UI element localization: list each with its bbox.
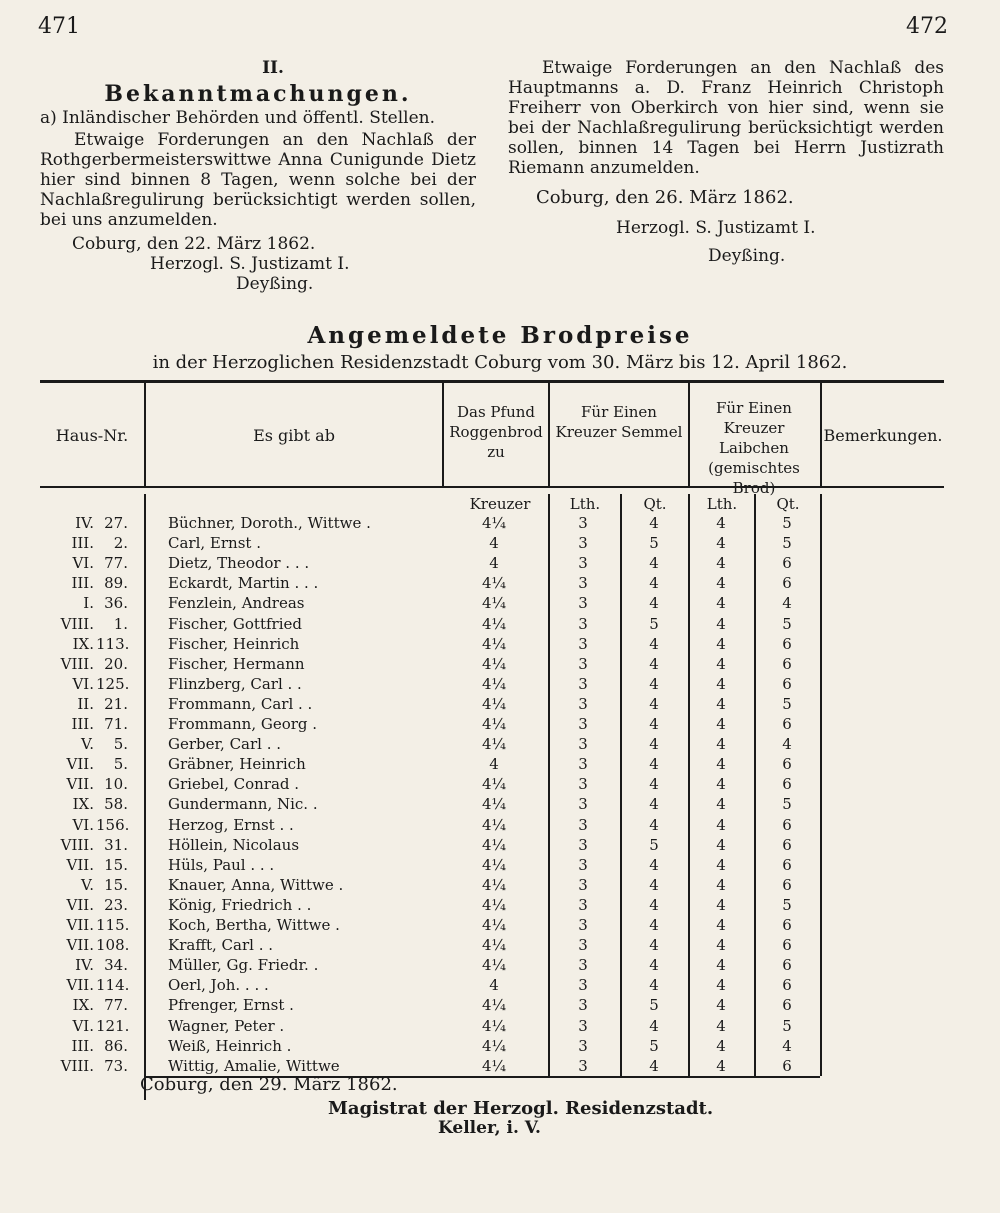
laibchen-quint: 4: [782, 735, 792, 754]
house-district: VI.: [72, 1016, 94, 1035]
laibchen-quint: 6: [782, 815, 792, 834]
laibchen-quint: 5: [782, 514, 792, 532]
house-number: 71.: [104, 715, 128, 733]
rye-price: 4¼: [481, 835, 507, 854]
seller-name: Flinzberg, Carl . .: [168, 674, 302, 693]
rye-price: 4¼: [481, 795, 507, 814]
house-number: 77.: [104, 996, 128, 1015]
laibchen-loth: 4: [716, 976, 726, 995]
table-row: [0, 996, 1000, 1018]
laibchen-loth: 4: [716, 574, 726, 593]
rye-price: 4: [489, 755, 499, 774]
seller-name: Fischer, Heinrich: [168, 634, 300, 653]
rye-price: 4¼: [481, 815, 507, 834]
semmel-quint: 4: [649, 1056, 659, 1075]
semmel-quint: 4: [649, 895, 659, 914]
rye-price: 4¼: [481, 1016, 507, 1035]
table-row: [0, 715, 1000, 737]
right-notice-column: [508, 58, 944, 266]
seller-name: Krafft, Carl . .: [168, 936, 273, 955]
table-row: [0, 574, 1000, 596]
seller-name: Knauer, Anna, Wittwe .: [168, 875, 344, 894]
seller-name: Gundermann, Nic. .: [168, 795, 318, 814]
house-district: IX.: [72, 795, 94, 814]
table-row: [0, 876, 1000, 898]
table-row: [0, 1017, 1000, 1039]
semmel-quint: 4: [649, 574, 659, 593]
house-district: VII.: [66, 936, 94, 955]
house-district: VI.: [72, 674, 94, 693]
laibchen-quint: 6: [782, 855, 792, 874]
table-row: [0, 1037, 1000, 1059]
laibchen-loth: 4: [716, 755, 726, 774]
house-number: 115.: [96, 916, 130, 934]
rye-price: 4: [489, 976, 499, 995]
table-row: [0, 655, 1000, 677]
header-remarks: Bemerkungen.: [823, 426, 943, 445]
rye-price: 4¼: [481, 514, 507, 532]
seller-name: Frommann, Carl . .: [168, 694, 313, 713]
table-footer-office: Magistrat der Herzogl. Residenzstadt.: [328, 1098, 714, 1119]
section-title: Bekanntmachungen.: [104, 81, 412, 107]
laibchen-loth: 4: [716, 815, 726, 834]
table-row: [0, 594, 1000, 616]
rye-price: 4¼: [481, 654, 507, 673]
table-row: [0, 615, 1000, 637]
seller-name: Müller, Gg. Friedr. .: [168, 956, 319, 975]
laibchen-quint: 5: [782, 795, 792, 814]
laibchen-quint: 6: [782, 996, 792, 1015]
semmel-quint: 4: [649, 815, 659, 834]
laibchen-quint: 6: [782, 875, 792, 894]
laibchen-quint: 6: [782, 554, 792, 573]
notice-text: Etwaige Forderungen an den Nachlaß der Rothgerbermeisterswittwe Anna Cunigunde Dietz hier sind binnen 8 Tagen, wenn solche bei der Nachlaßregulirung berücksichtigt werden sollen, bei uns anzumelden.: [40, 130, 476, 230]
semmel-quint: 4: [649, 634, 659, 653]
semmel-quint: 4: [649, 956, 659, 975]
table-row: [0, 635, 1000, 657]
rye-price: 4¼: [481, 875, 507, 894]
table-subtitle: in der Herzoglichen Residenzstadt Coburg vom 30. März bis 12. April 1862.: [152, 352, 848, 373]
laibchen-loth: 4: [716, 634, 726, 653]
house-number: 21.: [104, 694, 128, 713]
house-district: V.: [81, 735, 94, 754]
seller-name: Carl, Ernst .: [168, 534, 261, 553]
semmel-quint: 4: [649, 654, 659, 673]
seller-name: Fenzlein, Andreas: [168, 594, 305, 613]
house-number: 20.: [104, 654, 128, 673]
semmel-loth: 3: [578, 574, 588, 593]
semmel-loth: 3: [578, 775, 588, 794]
semmel-loth: 3: [578, 895, 588, 914]
house-district: IV.: [75, 956, 94, 975]
laibchen-quint: 6: [782, 775, 792, 794]
seller-name: Gerber, Carl . .: [168, 735, 282, 754]
rye-price: 4¼: [481, 775, 507, 794]
column-divider: [548, 383, 550, 486]
table-row: [0, 775, 1000, 797]
semmel-loth: 3: [578, 1036, 588, 1055]
seller-name: Fischer, Hermann: [168, 654, 305, 673]
semmel-quint: 4: [649, 1016, 659, 1035]
semmel-loth: 3: [578, 614, 588, 633]
semmel-quint: 4: [649, 775, 659, 794]
semmel-quint: 4: [649, 674, 659, 693]
semmel-loth: 3: [578, 1056, 588, 1075]
laibchen-loth: 4: [716, 735, 726, 754]
table-row: [0, 856, 1000, 878]
house-district: VII.: [66, 895, 94, 914]
notice-date: Coburg, den 26. März 1862.: [536, 187, 794, 208]
laibchen-loth: 4: [716, 956, 726, 975]
rye-price: 4¼: [481, 895, 507, 914]
semmel-loth: 3: [578, 1016, 588, 1035]
house-district: IX.: [72, 996, 94, 1015]
semmel-quint: 4: [649, 735, 659, 754]
semmel-loth: 3: [578, 976, 588, 995]
unit-laibchen-quint: Qt.: [776, 495, 800, 513]
notice-date: Coburg, den 22. März 1862.: [72, 234, 316, 254]
table-row: [0, 956, 1000, 978]
header-house-number: Haus-Nr.: [55, 426, 129, 445]
left-notice-column: [40, 58, 476, 294]
house-number: 156.: [96, 815, 130, 834]
house-district: VIII.: [60, 654, 94, 673]
laibchen-loth: 4: [716, 916, 726, 934]
notice-office: Herzogl. S. Justizamt I.: [616, 218, 816, 238]
semmel-loth: 3: [578, 654, 588, 673]
laibchen-loth: 4: [716, 594, 726, 613]
house-district: III.: [71, 534, 94, 553]
house-district: V.: [81, 875, 94, 894]
laibchen-loth: 4: [716, 855, 726, 874]
semmel-loth: 3: [578, 996, 588, 1015]
house-number: 73.: [104, 1056, 128, 1075]
semmel-loth: 3: [578, 674, 588, 693]
laibchen-loth: 4: [716, 1016, 726, 1035]
rye-price: 4¼: [481, 574, 507, 593]
unit-semmel-quint: Qt.: [643, 495, 667, 513]
rye-price: 4¼: [481, 634, 507, 653]
semmel-loth: 3: [578, 835, 588, 854]
house-number: 89.: [104, 574, 128, 593]
semmel-loth: 3: [578, 735, 588, 754]
seller-name: Pfrenger, Ernst .: [168, 996, 294, 1015]
unit-semmel-loth: Lth.: [569, 495, 601, 513]
header-semmel: Für Einen Kreuzer Semmel: [555, 403, 683, 441]
table-title: Angemeldete Brodpreise: [307, 322, 693, 349]
seller-name: Weiß, Heinrich .: [168, 1036, 292, 1055]
house-number: 125.: [96, 674, 130, 693]
laibchen-quint: 5: [782, 614, 792, 633]
semmel-quint: 5: [649, 614, 659, 633]
semmel-quint: 4: [649, 755, 659, 774]
semmel-quint: 4: [649, 554, 659, 573]
house-district: VIII.: [60, 614, 94, 633]
laibchen-loth: 4: [716, 554, 726, 573]
rye-price: 4¼: [481, 855, 507, 874]
laibchen-loth: 4: [716, 614, 726, 633]
house-number: 23.: [104, 895, 128, 914]
laibchen-quint: 6: [782, 634, 792, 653]
house-district: III.: [71, 1036, 94, 1055]
seller-name: Eckardt, Martin . . .: [168, 574, 319, 593]
column-divider: [442, 383, 444, 486]
rye-price: 4¼: [481, 1056, 507, 1075]
rye-price: 4¼: [481, 735, 507, 754]
semmel-loth: 3: [578, 936, 588, 955]
notice-signer: Deyßing.: [236, 274, 314, 294]
rye-price: 4¼: [481, 594, 507, 613]
table-row: [0, 534, 1000, 556]
house-district: VIII.: [60, 835, 94, 854]
house-number: 114.: [96, 976, 130, 995]
semmel-quint: 4: [649, 694, 659, 713]
semmel-quint: 4: [649, 855, 659, 874]
house-number: 27.: [104, 514, 128, 532]
house-number: 5.: [113, 735, 128, 754]
laibchen-quint: 4: [782, 1036, 792, 1055]
semmel-loth: 3: [578, 554, 588, 573]
subsection-heading: a) Inländischer Behörden und öffentl. Stellen.: [40, 108, 436, 128]
house-district: III.: [71, 715, 94, 733]
house-number: 36.: [104, 594, 128, 613]
seller-name: Gräbner, Heinrich: [168, 755, 306, 774]
table-row: [0, 735, 1000, 757]
house-district: VI.: [72, 554, 94, 573]
laibchen-quint: 6: [782, 1056, 792, 1075]
laibchen-loth: 4: [716, 514, 726, 532]
house-district: VII.: [66, 775, 94, 794]
semmel-quint: 4: [649, 875, 659, 894]
house-number: 15.: [104, 875, 128, 894]
semmel-loth: 3: [578, 815, 588, 834]
semmel-quint: 5: [649, 1036, 659, 1055]
seller-name: Herzog, Ernst . .: [168, 815, 294, 834]
semmel-loth: 3: [578, 634, 588, 653]
house-number: 108.: [96, 936, 130, 955]
house-number: 86.: [104, 1036, 128, 1055]
house-number: 121.: [96, 1016, 130, 1035]
table-row: [0, 816, 1000, 838]
rye-price: 4¼: [481, 956, 507, 975]
house-number: 77.: [104, 554, 128, 573]
laibchen-loth: 4: [716, 795, 726, 814]
table-row: [0, 916, 1000, 938]
rye-price: 4¼: [481, 614, 507, 633]
laibchen-quint: 6: [782, 936, 792, 955]
laibchen-quint: 5: [782, 895, 792, 914]
seller-name: Oerl, Joh. . . .: [168, 976, 269, 995]
laibchen-quint: 6: [782, 835, 792, 854]
semmel-loth: 3: [578, 795, 588, 814]
header-laibchen: Für Einen Kreuzer Laibchen (gemischtes Brod): [708, 399, 800, 497]
notice-signer: Deyßing.: [708, 246, 786, 266]
page-number-right: 472: [906, 14, 948, 39]
table-row: [0, 554, 1000, 576]
table-row: [0, 755, 1000, 777]
rye-price: 4¼: [481, 916, 507, 934]
seller-name: Höllein, Nicolaus: [168, 835, 300, 854]
laibchen-loth: 4: [716, 775, 726, 794]
semmel-loth: 3: [578, 534, 588, 553]
header-seller: Es gibt ab: [253, 426, 335, 445]
laibchen-quint: 6: [782, 674, 792, 693]
semmel-quint: 4: [649, 715, 659, 733]
house-district: VIII.: [60, 1056, 94, 1075]
house-district: VII.: [66, 976, 94, 995]
unit-rye: Kreuzer: [469, 495, 531, 513]
table-footer-date: Coburg, den 29. März 1862.: [140, 1074, 398, 1095]
laibchen-quint: 6: [782, 916, 792, 934]
semmel-quint: 4: [649, 936, 659, 955]
semmel-quint: 4: [649, 594, 659, 613]
table-row: [0, 836, 1000, 858]
house-number: 5.: [113, 755, 128, 774]
seller-name: Wagner, Peter .: [168, 1016, 285, 1035]
laibchen-loth: 4: [716, 694, 726, 713]
rye-price: 4¼: [481, 936, 507, 955]
semmel-loth: 3: [578, 514, 588, 532]
table-top-rule: [40, 380, 944, 383]
table-row: [0, 896, 1000, 918]
semmel-loth: 3: [578, 916, 588, 934]
semmel-quint: 4: [649, 976, 659, 995]
house-district: VI.: [72, 815, 94, 834]
house-district: II.: [77, 694, 94, 713]
laibchen-quint: 6: [782, 574, 792, 593]
semmel-loth: 3: [578, 694, 588, 713]
house-district: IV.: [75, 514, 94, 532]
laibchen-quint: 5: [782, 694, 792, 713]
notice-office: Herzogl. S. Justizamt I.: [150, 254, 350, 274]
semmel-loth: 3: [578, 755, 588, 774]
laibchen-loth: 4: [716, 936, 726, 955]
house-district: I.: [83, 594, 94, 613]
table-row: [0, 675, 1000, 697]
house-number: 113.: [96, 634, 130, 653]
rye-price: 4¼: [481, 715, 507, 733]
semmel-quint: 4: [649, 916, 659, 934]
seller-name: König, Friedrich . .: [168, 895, 312, 914]
section-number: II.: [262, 58, 284, 78]
table-row: [0, 976, 1000, 998]
seller-name: Büchner, Doroth., Wittwe .: [168, 514, 371, 532]
unit-laibchen-loth: Lth.: [706, 495, 738, 513]
laibchen-loth: 4: [716, 715, 726, 733]
rye-price: 4¼: [481, 694, 507, 713]
seller-name: Dietz, Theodor . . .: [168, 554, 310, 573]
semmel-loth: 3: [578, 594, 588, 613]
rye-price: 4¼: [481, 674, 507, 693]
laibchen-quint: 4: [782, 594, 792, 613]
laibchen-loth: 4: [716, 895, 726, 914]
seller-name: Koch, Bertha, Wittwe .: [168, 916, 340, 934]
rye-price: 4¼: [481, 1036, 507, 1055]
seller-name: Fischer, Gottfried: [168, 614, 302, 633]
house-district: VII.: [66, 755, 94, 774]
house-number: 10.: [104, 775, 128, 794]
semmel-quint: 5: [649, 534, 659, 553]
rye-price: 4: [489, 534, 499, 553]
laibchen-loth: 4: [716, 1036, 726, 1055]
semmel-quint: 5: [649, 835, 659, 854]
seller-name: Griebel, Conrad .: [168, 775, 300, 794]
laibchen-quint: 5: [782, 534, 792, 553]
laibchen-loth: 4: [716, 534, 726, 553]
semmel-quint: 4: [649, 514, 659, 532]
laibchen-loth: 4: [716, 674, 726, 693]
house-district: IX.: [72, 634, 94, 653]
table-row: [0, 514, 1000, 536]
laibchen-loth: 4: [716, 654, 726, 673]
table-footer-signer: Keller, i. V.: [438, 1118, 541, 1138]
laibchen-quint: 5: [782, 1016, 792, 1035]
laibchen-quint: 6: [782, 755, 792, 774]
header-rye-bread: Das Pfund Roggenbrod zu: [449, 403, 543, 461]
house-number: 58.: [104, 795, 128, 814]
semmel-loth: 3: [578, 855, 588, 874]
table-row: [0, 795, 1000, 817]
house-number: 34.: [104, 956, 128, 975]
laibchen-loth: 4: [716, 996, 726, 1015]
house-number: 15.: [104, 855, 128, 874]
table-row: [0, 936, 1000, 958]
semmel-quint: 4: [649, 795, 659, 814]
house-number: 2.: [113, 534, 128, 553]
laibchen-loth: 4: [716, 835, 726, 854]
laibchen-quint: 6: [782, 976, 792, 995]
laibchen-quint: 6: [782, 654, 792, 673]
house-district: VII.: [66, 855, 94, 874]
semmel-loth: 3: [578, 715, 588, 733]
seller-name: Hüls, Paul . . .: [168, 855, 275, 874]
house-district: VII.: [66, 916, 94, 934]
laibchen-loth: 4: [716, 1056, 726, 1075]
notice-text: Etwaige Forderungen an den Nachlaß des Hauptmanns a. D. Franz Heinrich Christoph Freiherr von Oberkirch von hier sind, wenn sie bei der Nachlaßregulirung berücksichtigt werden sollen, binnen 14 Tagen bei Herrn Justizrath Riemann anzumelden.: [508, 58, 944, 178]
laibchen-loth: 4: [716, 875, 726, 894]
house-number: 31.: [104, 835, 128, 854]
seller-name: Frommann, Georg .: [168, 715, 318, 733]
seller-name: Wittig, Amalie, Wittwe: [168, 1056, 340, 1075]
semmel-loth: 3: [578, 956, 588, 975]
laibchen-quint: 6: [782, 956, 792, 975]
semmel-loth: 3: [578, 875, 588, 894]
rye-price: 4¼: [481, 996, 507, 1015]
laibchen-quint: 6: [782, 715, 792, 733]
house-number: 1.: [113, 614, 128, 633]
page-number-left: 471: [38, 14, 80, 39]
house-district: III.: [71, 574, 94, 593]
semmel-quint: 5: [649, 996, 659, 1015]
table-row: [0, 695, 1000, 717]
rye-price: 4: [489, 554, 499, 573]
